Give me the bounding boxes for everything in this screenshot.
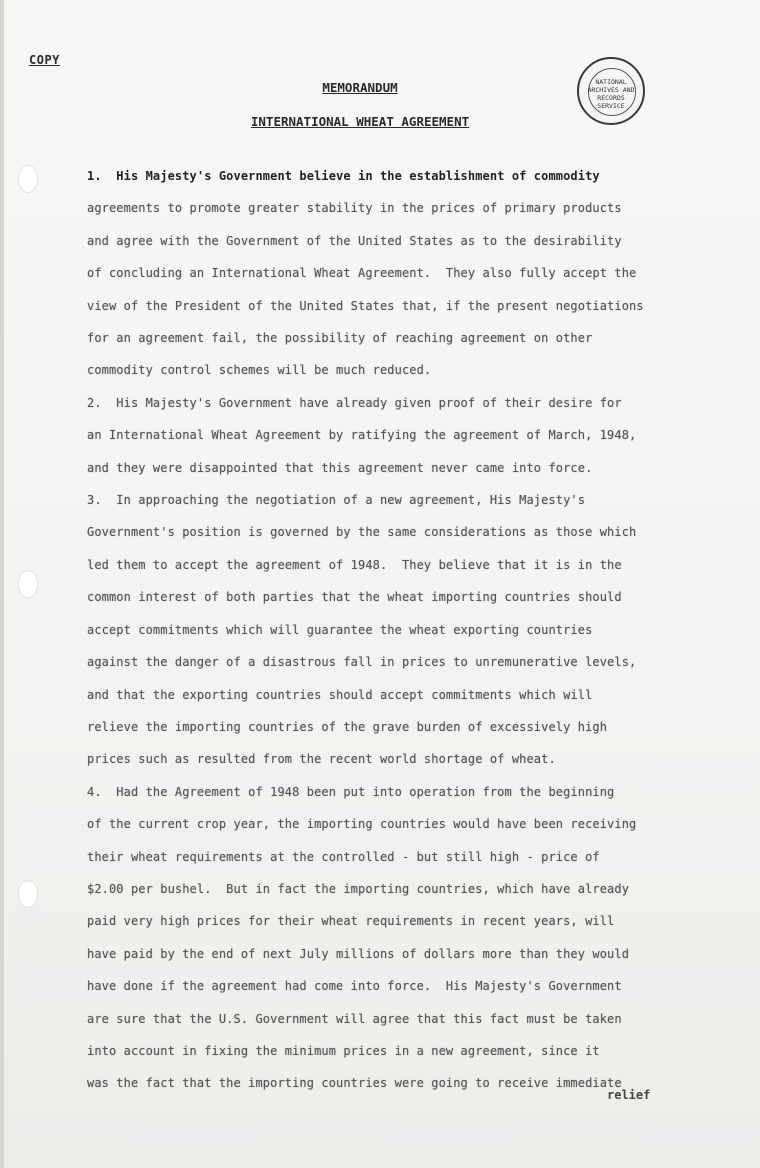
- memo-body: [87, 160, 699, 1100]
- body-line: commodity control schemes will be much reduced.: [87, 363, 432, 378]
- body-line: against the danger of a disastrous fall in prices to unremunerative levels,: [87, 655, 637, 670]
- punch-hole: [18, 570, 38, 598]
- body-line: led them to accept the agreement of 1948. They believe that it is in the: [87, 557, 622, 572]
- body-line: and agree with the Government of the United States as to the desirability: [87, 233, 622, 248]
- body-line: have done if the agreement had come into force. His Majesty's Government: [87, 979, 622, 994]
- body-line: common interest of both parties that the wheat importing countries should: [87, 590, 622, 605]
- body-line: $2.00 per bushel. But in fact the importing countries, which have already: [87, 881, 630, 896]
- body-line: Government's position is governed by the same considerations as those which: [87, 525, 637, 540]
- punch-hole: [18, 880, 38, 908]
- body-line: are sure that the U.S. Government will agree that this fact must be taken: [87, 1011, 622, 1026]
- memo-title: MEMORANDUM: [322, 80, 398, 95]
- body-line: prices such as resulted from the recent world shortage of wheat.: [87, 752, 556, 767]
- body-line: 2. His Majesty's Government have already given proof of their desire for: [87, 395, 622, 410]
- body-line: view of the President of the United States that, if the present negotiations: [87, 298, 644, 313]
- memo-subtitle: INTERNATIONAL WHEAT AGREEMENT: [250, 114, 470, 129]
- body-line: and that the exporting countries should accept commitments which will: [87, 687, 593, 702]
- body-line: an International Wheat Agreement by ratifying the agreement of March, 1948,: [87, 428, 637, 443]
- body-line: into account in fixing the minimum prices in a new agreement, since it: [87, 1043, 600, 1058]
- body-line: was the fact that the importing countries were going to receive immediate: [87, 1076, 622, 1091]
- copy-mark: COPY: [29, 53, 60, 67]
- body-line: 3. In approaching the negotiation of a new agreement, His Majesty's: [87, 493, 586, 508]
- catchword: relief: [607, 1088, 651, 1102]
- body-line: 4. Had the Agreement of 1948 been put into operation from the beginning: [87, 784, 615, 799]
- page-edge: [0, 0, 4, 1168]
- body-line: agreements to promote greater stability in the prices of primary products: [87, 201, 622, 216]
- body-line: have paid by the end of next July millions of dollars more than they would: [87, 946, 630, 961]
- body-line: relieve the importing countries of the grave burden of excessively high: [87, 719, 608, 734]
- body-line: paid very high prices for their wheat requirements in recent years, will: [87, 914, 615, 929]
- body-line: of the current crop year, the importing countries would have been receiving: [87, 817, 637, 832]
- stamp-text: NATIONAL ARCHIVES AND RECORDS SERVICE: [587, 78, 635, 110]
- body-line: for an agreement fail, the possibility of reaching agreement on other: [87, 331, 593, 346]
- body-line: of concluding an International Wheat Agreement. They also fully accept the: [87, 266, 637, 281]
- body-line: 1. His Majesty's Government believe in the establishment of commodity: [87, 169, 600, 183]
- body-line: and they were disappointed that this agreement never came into force.: [87, 460, 593, 475]
- body-line: accept commitments which will guarantee the wheat exporting countries: [87, 622, 593, 637]
- body-line: their wheat requirements at the controlled - but still high - price of: [87, 849, 600, 864]
- punch-hole: [18, 165, 38, 193]
